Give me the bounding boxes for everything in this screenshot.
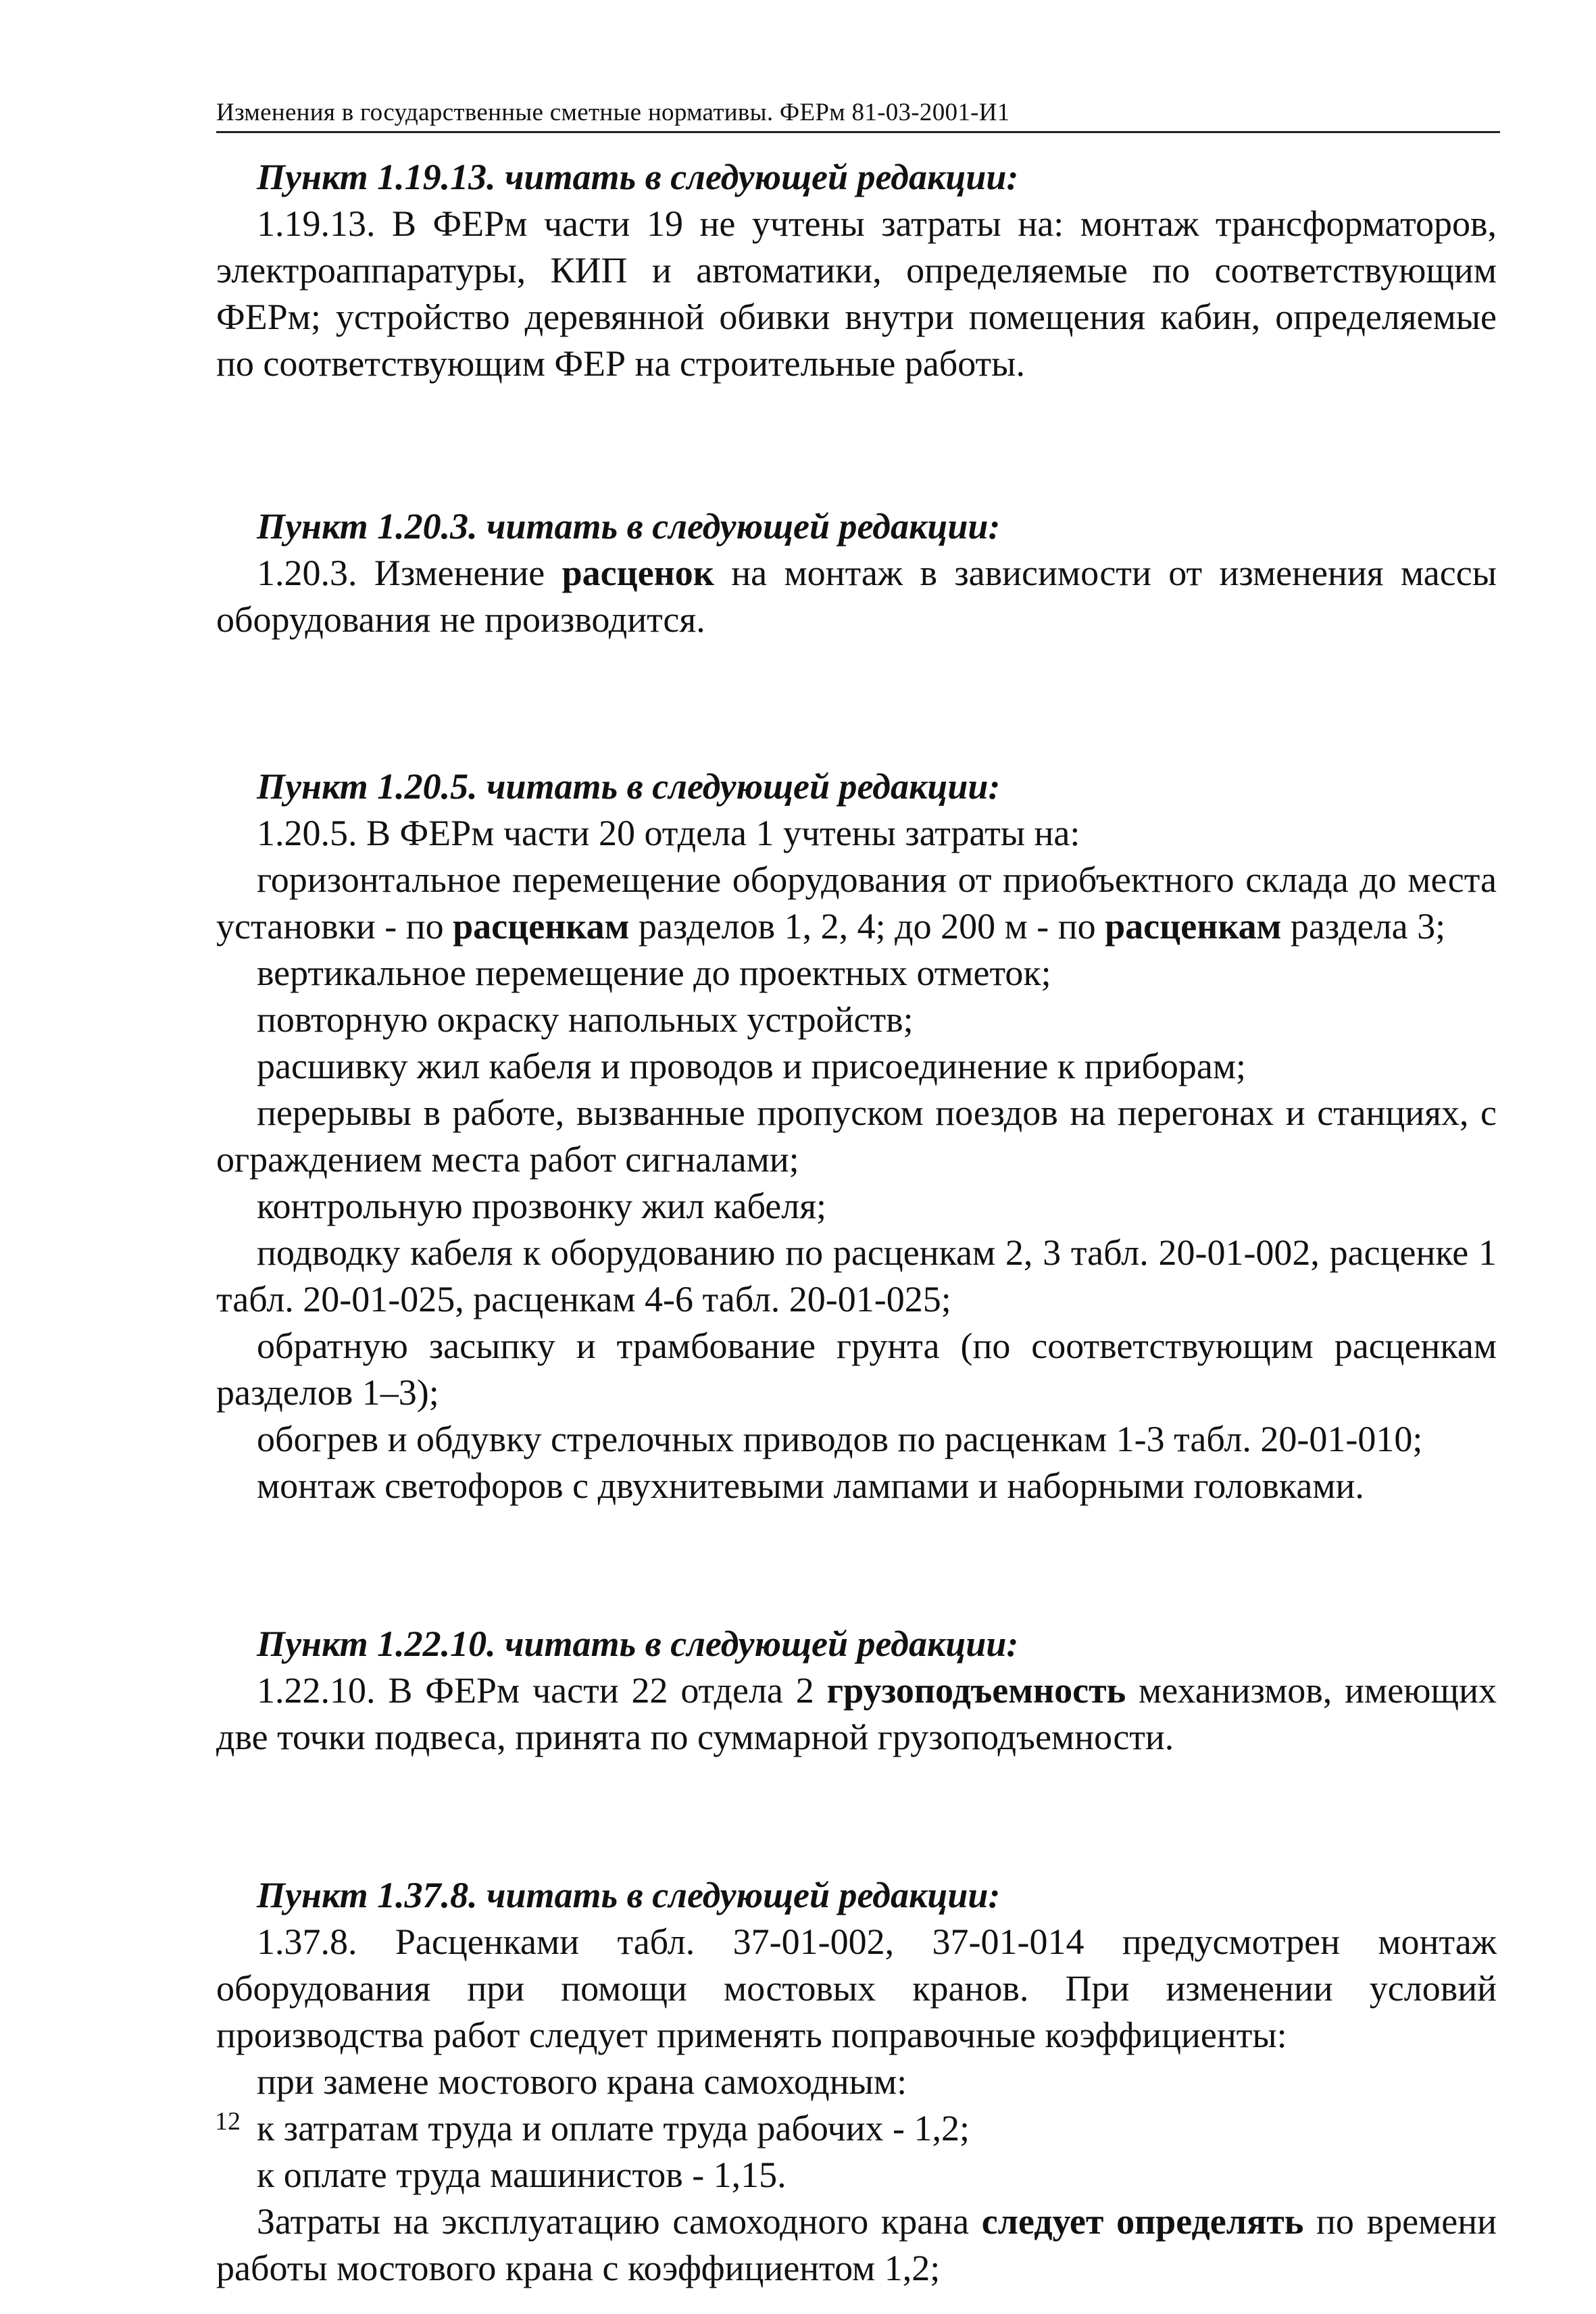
paragraph: 1.22.10. В ФЕРм части 22 отдела 2 грузоподъемность механизмов, имеющих две точки подвеса, принята по суммарной грузоподъемности. [216,1670,1497,1757]
list-item: обогрев и обдувку стрелочных приводов по расценкам 1-3 табл. 20-01-010; [257,1419,1423,1459]
list-item: монтаж светофоров с двухнитевыми лампами и наборными головками. [257,1465,1364,1506]
list-item: перерывы в работе, вызванные пропуском поездов на перегонах и станциях, с ограждением места работ сигналами; [216,1092,1497,1180]
document-body [216,154,1497,2292]
bold-term: расценок [562,553,714,593]
list-item: расшивку жил кабеля и проводов и присоединение к приборам; [257,1046,1247,1086]
section-1-37-8 [216,1872,1497,2292]
list-item: подводку кабеля к оборудованию по расценкам 2, 3 табл. 20-01-002, расценке 1 табл. 20-01-025, расценкам 4-6 табл. 20-01-025; [216,1232,1497,1319]
section-heading: Пункт 1.22.10. читать в следующей редакции: [257,1624,1019,1664]
list-item: при замене мостового крана самоходным: [257,2061,907,2102]
section-heading: Пункт 1.19.13. читать в следующей редакции: [257,157,1019,197]
list-item: обратную засыпку и трамбование грунта (по соответствующим расценкам разделов 1–3); [216,1326,1497,1413]
section-heading: Пункт 1.20.3. читать в следующей редакции: [257,506,1001,547]
list-item: к затратам труда и оплате труда рабочих - 1,2; [257,2108,970,2148]
bold-term: грузоподъемность [826,1670,1126,1711]
section-1-22-10 [216,1621,1497,1761]
list-item: повторную окраску напольных устройств; [257,999,914,1040]
list-item: к оплате труда машинистов - 1,15. [257,2155,787,2195]
section-heading: Пункт 1.20.5. читать в следующей редакции: [257,766,1001,807]
list-item: вертикальное перемещение до проектных отметок; [257,953,1051,993]
bold-term: расценкам [1105,906,1282,947]
section-1-19-13 [216,154,1497,387]
paragraph: 1.19.13. В ФЕРм части 19 не учтены затраты на: монтаж трансформаторов, электроаппаратуры, КИП и автоматики, определяемые по соответствующим ФЕРм; устройство деревянной обивки внутри помещения кабин, определяемые по соответствующим ФЕР на строительные работы. [216,203,1497,384]
section-heading: Пункт 1.37.8. читать в следующей редакции: [257,1875,1001,1915]
paragraph: 1.37.8. Расценками табл. 37-01-002, 37-01-014 предусмотрен монтаж оборудования при помощи мостовых кранов. При изменении условий производства работ следует применять поправочные коэффициенты: [216,1921,1497,2055]
list-item: контрольную прозвонку жил кабеля; [257,1186,827,1226]
paragraph: 1.20.3. Изменение расценок на монтаж в зависимости от изменения массы оборудования не производится. [216,553,1497,640]
bold-term: следует [981,2201,1104,2242]
running-header: Изменения в государственные сметные нормативы. ФЕРм 81-03-2001-И1 [216,96,1500,133]
bold-term: расценкам [453,906,630,947]
paragraph: 1.20.5. В ФЕРм части 20 отдела 1 учтены затраты на: [257,813,1080,853]
section-1-20-5 [216,763,1497,1509]
page-number: 12 [215,2107,241,2136]
bold-term: определять [1116,2201,1304,2242]
paragraph: Затраты на эксплуатацию самоходного крана следует определять по времени работы мостового крана с коэффициентом 1,2; [216,2201,1497,2288]
section-1-20-3 [216,503,1497,643]
list-item: горизонтальное перемещение оборудования от приобъектного склада до места установки - по расценкам разделов 1, 2, 4; до 200 м - по расценкам раздела 3; [216,859,1497,947]
